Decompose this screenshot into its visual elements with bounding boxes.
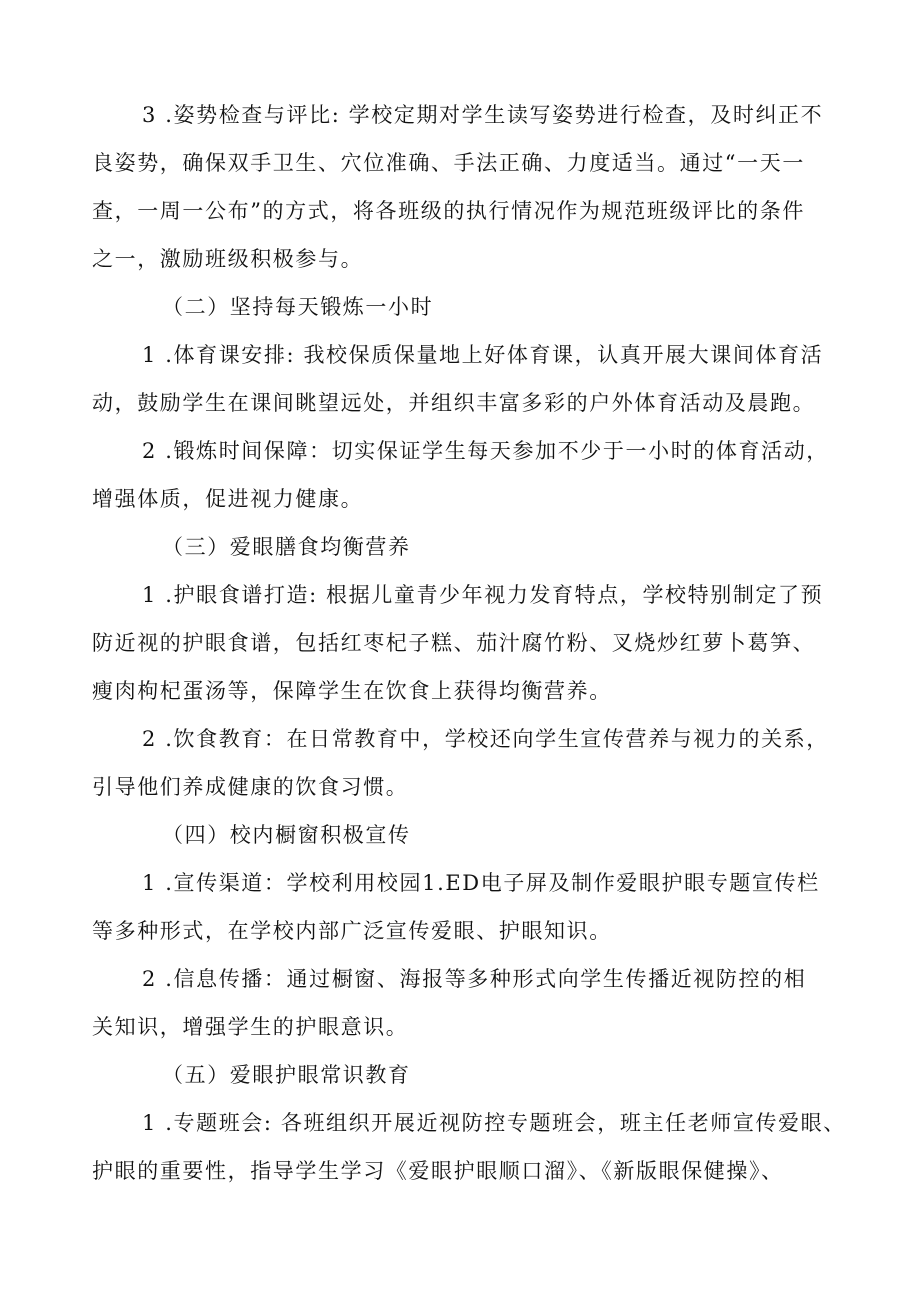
paragraph-publicity-channel-line-1: 1 .宣传渠道：学校利用校园1.ED电子屏及制作爱眼护眼专题宣传栏 — [142, 871, 820, 895]
paragraph-class-meeting-line-2: 护眼的重要性，指导学生学习《爱眼护眼顺口溜》、《新版眼保健操》、 — [92, 1159, 784, 1183]
paragraph-diet-education-line-2: 引导他们养成健康的饮食习惯。 — [92, 775, 409, 799]
paragraph-pe-class-line-2: 动，鼓励学生在课间眺望远处，并组织丰富多彩的户外体育活动及晨跑。 — [92, 391, 816, 415]
paragraph-posture-check-line-3: 查，一周一公布”的方式，将各班级的执行情况作为规范班级评比的条件 — [92, 199, 805, 223]
paragraph-exercise-time-line-1: 2 .锻炼时间保障：切实保证学生每天参加不少于一小时的体育活动， — [142, 439, 829, 463]
section-heading-exercise: （二）坚持每天锻炼一小时 — [162, 295, 434, 319]
paragraph-eye-recipe-line-3: 瘦肉枸杞蛋汤等，保障学生在饮食上获得均衡营养。 — [92, 679, 612, 703]
paragraph-eye-recipe-line-1: 1 .护眼食谱打造: 根据儿童青少年视力发育特点，学校特别制定了预 — [142, 583, 824, 607]
paragraph-posture-check-line-2: 良姿势，确保双手卫生、穴位准确、手法正确、力度适当。通过“一天一 — [92, 151, 805, 175]
paragraph-exercise-time-line-2: 增强体质，促进视力健康。 — [92, 487, 364, 511]
paragraph-eye-recipe-line-2: 防近视的护眼食谱，包括红枣杞子糕、茄汁腐竹粉、叉烧炒红萝卜葛笋、 — [92, 631, 816, 655]
paragraph-info-spread-line-2: 关知识，增强学生的护眼意识。 — [92, 1015, 409, 1039]
paragraph-diet-education-line-1: 2 .饮食教育：在日常教育中，学校还向学生宣传营养与视力的关系， — [142, 727, 829, 751]
paragraph-posture-check-line-1: 3 .姿势检查与评比: 学校定期对学生读写姿势进行检查，及时纠正不 — [142, 103, 824, 127]
paragraph-publicity-channel-line-2: 等多种形式，在学校内部广泛宣传爱眼、护眼知识。 — [92, 919, 612, 943]
section-heading-window-publicity: （四）校内橱窗积极宣传 — [162, 823, 411, 847]
paragraph-info-spread-line-1: 2 .信息传播：通过橱窗、海报等多种形式向学生传播近视防控的相 — [142, 967, 807, 991]
paragraph-posture-check-line-4: 之一，激励班级积极参与。 — [92, 247, 364, 271]
section-heading-eye-care-education: （五）爱眼护眼常识教育 — [162, 1063, 411, 1087]
section-heading-diet: （三）爱眼膳食均衡营养 — [162, 535, 411, 559]
paragraph-class-meeting-line-1: 1 .专题班会: 各班组织开展近视防控专题班会，班主任老师宣传爱眼、 — [142, 1111, 846, 1135]
paragraph-pe-class-line-1: 1 .体育课安排: 我校保质保量地上好体育课，认真开展大课间体育活 — [142, 343, 824, 367]
